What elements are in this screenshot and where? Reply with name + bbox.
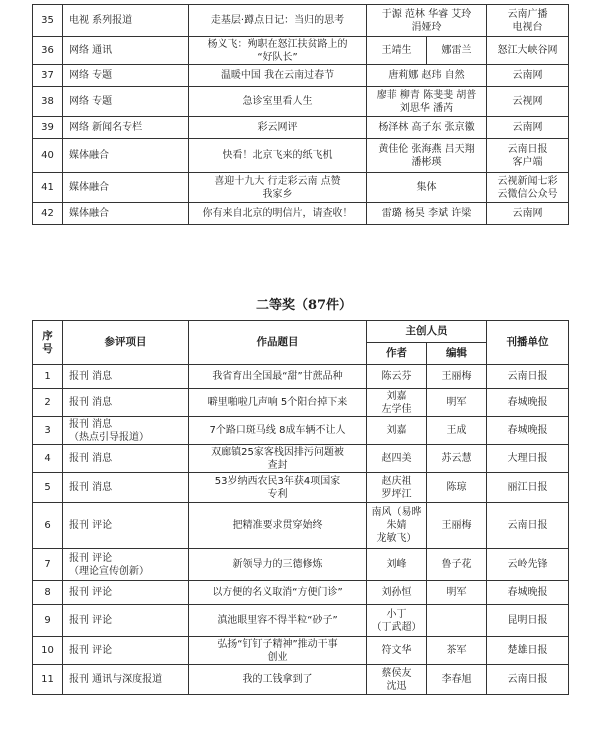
- table-row: [33, 417, 569, 445]
- header-creators: 主创人员: [367, 321, 487, 343]
- row-number: 42: [33, 203, 63, 225]
- row-author: 赵四美: [367, 445, 427, 473]
- row-unit: 云南网: [487, 65, 569, 87]
- row-author: 刘孙恒: [367, 581, 427, 605]
- row-editor: 王成: [427, 417, 487, 445]
- row-title: 快看！北京飞来的纸飞机: [189, 139, 367, 173]
- row-category: 报刊 通讯与深度报道: [63, 665, 189, 695]
- row-editor: 明军: [427, 581, 487, 605]
- row-author: 刘峰: [367, 549, 427, 581]
- row-title: 噼里啪啦几声响 5个阳台掉下来: [189, 389, 367, 417]
- table-row: [33, 549, 569, 581]
- row-unit: 云南网: [487, 203, 569, 225]
- row-category: 报刊 评论: [63, 581, 189, 605]
- row-category: 报刊 消息: [63, 365, 189, 389]
- row-category: 报刊 评论: [63, 605, 189, 637]
- row-editor: 陈琼: [427, 473, 487, 503]
- row-author: 廖菲 柳青 陈斐斐 胡普 刘思华 潘芮: [367, 87, 487, 117]
- row-title: 我的工钱拿到了: [189, 665, 367, 695]
- row-unit: 云南日报 客户端: [487, 139, 569, 173]
- row-title: 以方便的名义取消“方便门诊”: [189, 581, 367, 605]
- row-number: 8: [33, 581, 63, 605]
- header-item: 参评项目: [63, 321, 189, 365]
- row-title: 弘扬“钉钉子精神”推动干事 创业: [189, 637, 367, 665]
- row-title: 急诊室里看人生: [189, 87, 367, 117]
- row-author: 王靖生: [367, 37, 427, 65]
- row-author: 南风（易晔 朱婧 龙敏飞）: [367, 503, 427, 549]
- table-row: [33, 605, 569, 637]
- row-unit: 云岭先锋: [487, 549, 569, 581]
- table-row: [33, 65, 569, 87]
- row-author: 唐莉娜 赵玮 自然: [367, 65, 487, 87]
- header-author: 作者: [367, 343, 427, 365]
- row-title: 双廊镇25家客栈因排污问题被 查封: [189, 445, 367, 473]
- table-row: [33, 665, 569, 695]
- row-category: 报刊 评论 （理论宣传创新）: [63, 549, 189, 581]
- row-unit: 云南日报: [487, 365, 569, 389]
- table-row: [33, 637, 569, 665]
- row-unit: 云南广播 电视台: [487, 5, 569, 37]
- row-category: 网络 专题: [63, 65, 189, 87]
- row-unit: 云视新闻七彩 云微信公众号: [487, 173, 569, 203]
- row-title: 53岁纳西农民3年获4项国家 专利: [189, 473, 367, 503]
- row-unit: 春城晚报: [487, 581, 569, 605]
- row-author: 小丁 （丁武超）: [367, 605, 427, 637]
- header-title: 作品题目: [189, 321, 367, 365]
- row-number: 35: [33, 5, 63, 37]
- table-row: [33, 5, 569, 37]
- row-unit: 怒江大峡谷网: [487, 37, 569, 65]
- header-unit: 刊播单位: [487, 321, 569, 365]
- row-editor: 明军: [427, 389, 487, 417]
- row-number: 9: [33, 605, 63, 637]
- row-title: 7个路口斑马线 8成车辆不让人: [189, 417, 367, 445]
- award-table-first-prize-continued: [32, 4, 569, 225]
- table-row: [33, 139, 569, 173]
- award-table-second-prize: [32, 320, 569, 695]
- row-category: 报刊 评论: [63, 637, 189, 665]
- row-number: 6: [33, 503, 63, 549]
- row-unit: 云南日报: [487, 665, 569, 695]
- row-number: 11: [33, 665, 63, 695]
- table-row: [33, 117, 569, 139]
- row-category: 报刊 评论: [63, 503, 189, 549]
- table-row: [33, 445, 569, 473]
- row-category: 网络 通讯: [63, 37, 189, 65]
- row-author: 雷璐 杨昊 李斌 许梁: [367, 203, 487, 225]
- row-unit: 春城晚报: [487, 417, 569, 445]
- section-title-second-prize: 二等奖（87件）: [255, 298, 353, 313]
- row-author: 陈云芬: [367, 365, 427, 389]
- row-number: 38: [33, 87, 63, 117]
- row-number: 37: [33, 65, 63, 87]
- row-number: 7: [33, 549, 63, 581]
- row-category: 电视 系列报道: [63, 5, 189, 37]
- row-author: 集体: [367, 173, 487, 203]
- row-category: 网络 新闻名专栏: [63, 117, 189, 139]
- row-title: 温暖中国 我在云南过春节: [189, 65, 367, 87]
- row-editor: 李春旭: [427, 665, 487, 695]
- row-editor: 茶军: [427, 637, 487, 665]
- row-author: 符文华: [367, 637, 427, 665]
- row-author: 杨泽林 高子东 张京徽: [367, 117, 487, 139]
- row-title: 喜迎十九大 行走彩云南 点赞 我家乡: [189, 173, 367, 203]
- table-row: [33, 173, 569, 203]
- row-unit: 云南网: [487, 117, 569, 139]
- row-category: 网络 专题: [63, 87, 189, 117]
- table-row: [33, 203, 569, 225]
- row-unit: 丽江日报: [487, 473, 569, 503]
- row-title: 走基层·蹲点日记：当归的思考: [189, 5, 367, 37]
- table-row: [33, 473, 569, 503]
- row-author: 黄佳伦 张海燕 吕天翔 潘彬瑛: [367, 139, 487, 173]
- row-editor: 苏云慧: [427, 445, 487, 473]
- row-number: 4: [33, 445, 63, 473]
- row-category: 报刊 消息: [63, 389, 189, 417]
- row-title: 彩云网评: [189, 117, 367, 139]
- row-number: 1: [33, 365, 63, 389]
- row-title: 新领导力的三德修炼: [189, 549, 367, 581]
- row-author: 刘嘉: [367, 417, 427, 445]
- row-author: 赵庆祖 罗坪江: [367, 473, 427, 503]
- row-unit: 昆明日报: [487, 605, 569, 637]
- row-title: 把精准要求贯穿始终: [189, 503, 367, 549]
- row-title: 我省育出全国最“甜”甘蔗品种: [189, 365, 367, 389]
- row-editor: [427, 605, 487, 637]
- row-number: 36: [33, 37, 63, 65]
- row-category: 报刊 消息 （热点引导报道）: [63, 417, 189, 445]
- row-category: 报刊 消息: [63, 473, 189, 503]
- row-unit: 大理日报: [487, 445, 569, 473]
- table-row: [33, 389, 569, 417]
- table-row: [33, 365, 569, 389]
- row-title: 滇池眼里容不得半粒“砂子”: [189, 605, 367, 637]
- row-author: 蔡侯友 沈迅: [367, 665, 427, 695]
- row-number: 2: [33, 389, 63, 417]
- row-number: 3: [33, 417, 63, 445]
- row-category: 媒体融合: [63, 173, 189, 203]
- row-editor: 鲁子花: [427, 549, 487, 581]
- row-unit: 云视网: [487, 87, 569, 117]
- row-unit: 楚雄日报: [487, 637, 569, 665]
- row-title: 你有来自北京的明信片，请查收！: [189, 203, 367, 225]
- row-number: 39: [33, 117, 63, 139]
- row-category: 媒体融合: [63, 203, 189, 225]
- row-number: 5: [33, 473, 63, 503]
- header-row: [33, 321, 569, 343]
- row-category: 媒体融合: [63, 139, 189, 173]
- row-author: 于源 范林 华睿 艾玲 涓娅玲: [367, 5, 487, 37]
- table-row: [33, 87, 569, 117]
- row-unit: 春城晚报: [487, 389, 569, 417]
- header-editor: 编辑: [427, 343, 487, 365]
- row-number: 10: [33, 637, 63, 665]
- header-no: 序 号: [33, 321, 63, 365]
- row-unit: 云南日报: [487, 503, 569, 549]
- row-category: 报刊 消息: [63, 445, 189, 473]
- row-editor: 王丽梅: [427, 365, 487, 389]
- row-title: 杨义飞：殉职在怒江扶贫路上的 “好队长”: [189, 37, 367, 65]
- row-number: 41: [33, 173, 63, 203]
- row-editor: 王丽梅: [427, 503, 487, 549]
- table-row: [33, 37, 569, 65]
- table-row: [33, 581, 569, 605]
- row-number: 40: [33, 139, 63, 173]
- row-editor: 娜雷兰: [427, 37, 487, 65]
- table-row: [33, 503, 569, 549]
- row-author: 刘嘉 左学佳: [367, 389, 427, 417]
